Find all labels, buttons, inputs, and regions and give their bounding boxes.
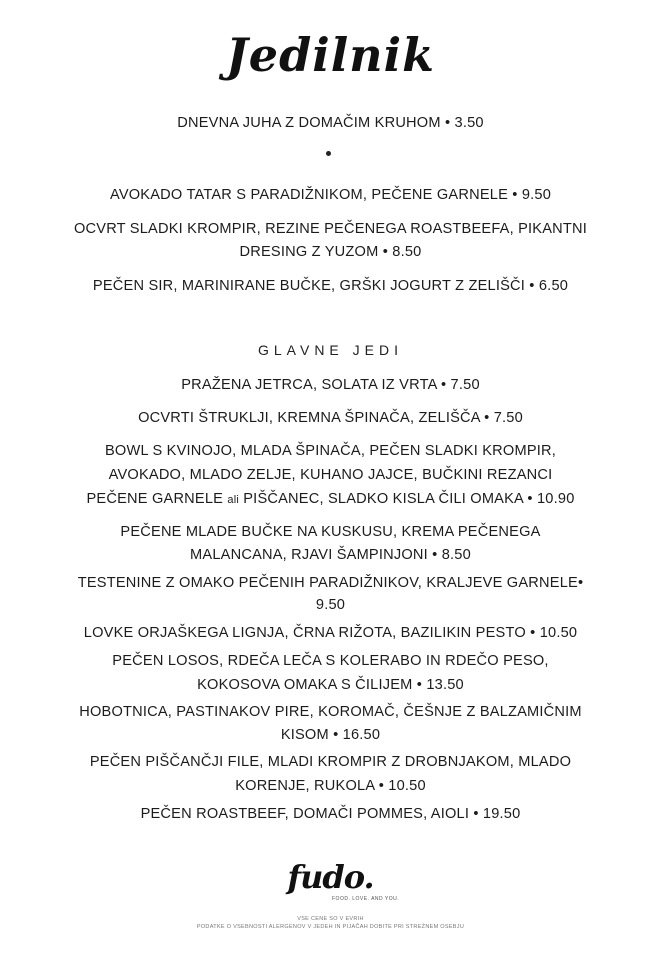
fudo-logo: [0, 858, 661, 896]
bowl-line3-or: ali: [227, 494, 239, 506]
menu-item-octopus-line2: KISOM • 16.50: [280, 727, 381, 743]
menu-item-roastbeef: PEČEN ROASTBEEF, DOMAČI POMMES, AIOLI • 19.50: [140, 806, 521, 822]
menu-title: Jedilnik: [226, 28, 435, 82]
logo-wordmark: fudo.: [287, 858, 374, 896]
menu-item-soup: DNEVNA JUHA Z DOMAČIM KRUHOM • 3.50: [177, 115, 484, 131]
menu-item-chicken-line1: PEČEN PIŠČANČJI FILE, MLADI KROMPIR Z DROBNJAKOM, MLADO: [89, 754, 572, 770]
menu-item-zucchini-line1: PEČENE MLADE BUČKE NA KUSKUSU, KREMA PEČENEGA: [120, 524, 541, 540]
menu-item-octopus-line1: HOBOTNICA, PASTINAKOV PIRE, KOROMAČ, ČEŠNJE Z BALZAMIČNIM: [79, 704, 582, 720]
footer-prices-note: VSE CENE SO V EVRIH: [297, 916, 364, 922]
section-title-main-dishes: GLAVNE JEDI: [258, 342, 403, 358]
menu-item-sweet-potato-line1: OCVRT SLADKI KROMPIR, REZINE PEČENEGA ROASTBEEFA, PIKANTNI: [73, 221, 588, 237]
menu-item-bowl-line2: AVOKADO, MLADO ZELJE, KUHANO JAJCE, BUČKINI REZANCI: [108, 467, 553, 483]
menu-item-salmon-line1: PEČEN LOSOS, RDEČA LEČA S KOLERABO IN RDEČO PESO,: [112, 653, 549, 669]
menu-item-liver: PRAŽENA JETRCA, SOLATA IZ VRTA • 7.50: [181, 377, 480, 393]
logo-tagline: FOOD. LOVE. AND YOU.: [332, 896, 400, 902]
menu-item-squid: LOVKE ORJAŠKEGA LIGNJA, ČRNA RIŽOTA, BAZILIKIN PESTO • 10.50: [83, 625, 578, 641]
menu-item-strukli: OCVRTI ŠTRUKLJI, KREMNA ŠPINAČA, ZELIŠČA • 7.50: [138, 410, 523, 426]
menu-item-pasta-line2: 9.50: [315, 597, 346, 613]
footer-allergens-note: PODATKE O VSEBNOSTI ALERGENOV V JEDEH IN PIJAČAH DOBITE PRI STREŽNEM OSEBJU: [196, 924, 465, 930]
menu-item-pasta-line1: TESTENINE Z OMAKO PEČENIH PARADIŽNIKOV, KRALJEVE GARNELE•: [77, 575, 584, 591]
bowl-line3-part1: PEČENE GARNELE: [86, 491, 224, 507]
menu-item-bowl-line1: BOWL S KVINOJO, MLADA ŠPINAČA, PEČEN SLADKI KROMPIR,: [104, 443, 557, 459]
menu-item-zucchini-line2: MALANCANA, RJAVI ŠAMPINJONI • 8.50: [190, 547, 471, 563]
menu-item-salmon-line2: KOKOSOVA OMAKA S ČILIJEM • 13.50: [197, 677, 464, 693]
menu-item-bowl-line3: [40, 486, 621, 513]
menu-item-chicken-line2: KORENJE, RUKOLA • 10.50: [235, 778, 426, 794]
menu-item-baked-cheese: PEČEN SIR, MARINIRANE BUČKE, GRŠKI JOGURT Z ZELIŠČI • 6.50: [92, 278, 569, 294]
separator-dot: [326, 151, 331, 156]
bowl-line3-part2: PIŠČANEC, SLADKO KISLA ČILI OMAKA • 10.90: [243, 491, 575, 507]
menu-item-sweet-potato-line2: DRESING Z YUZOM • 8.50: [239, 244, 422, 260]
menu-item-avocado-tartare: AVOKADO TATAR S PARADIŽNIKOM, PEČENE GARNELE • 9.50: [109, 187, 552, 203]
